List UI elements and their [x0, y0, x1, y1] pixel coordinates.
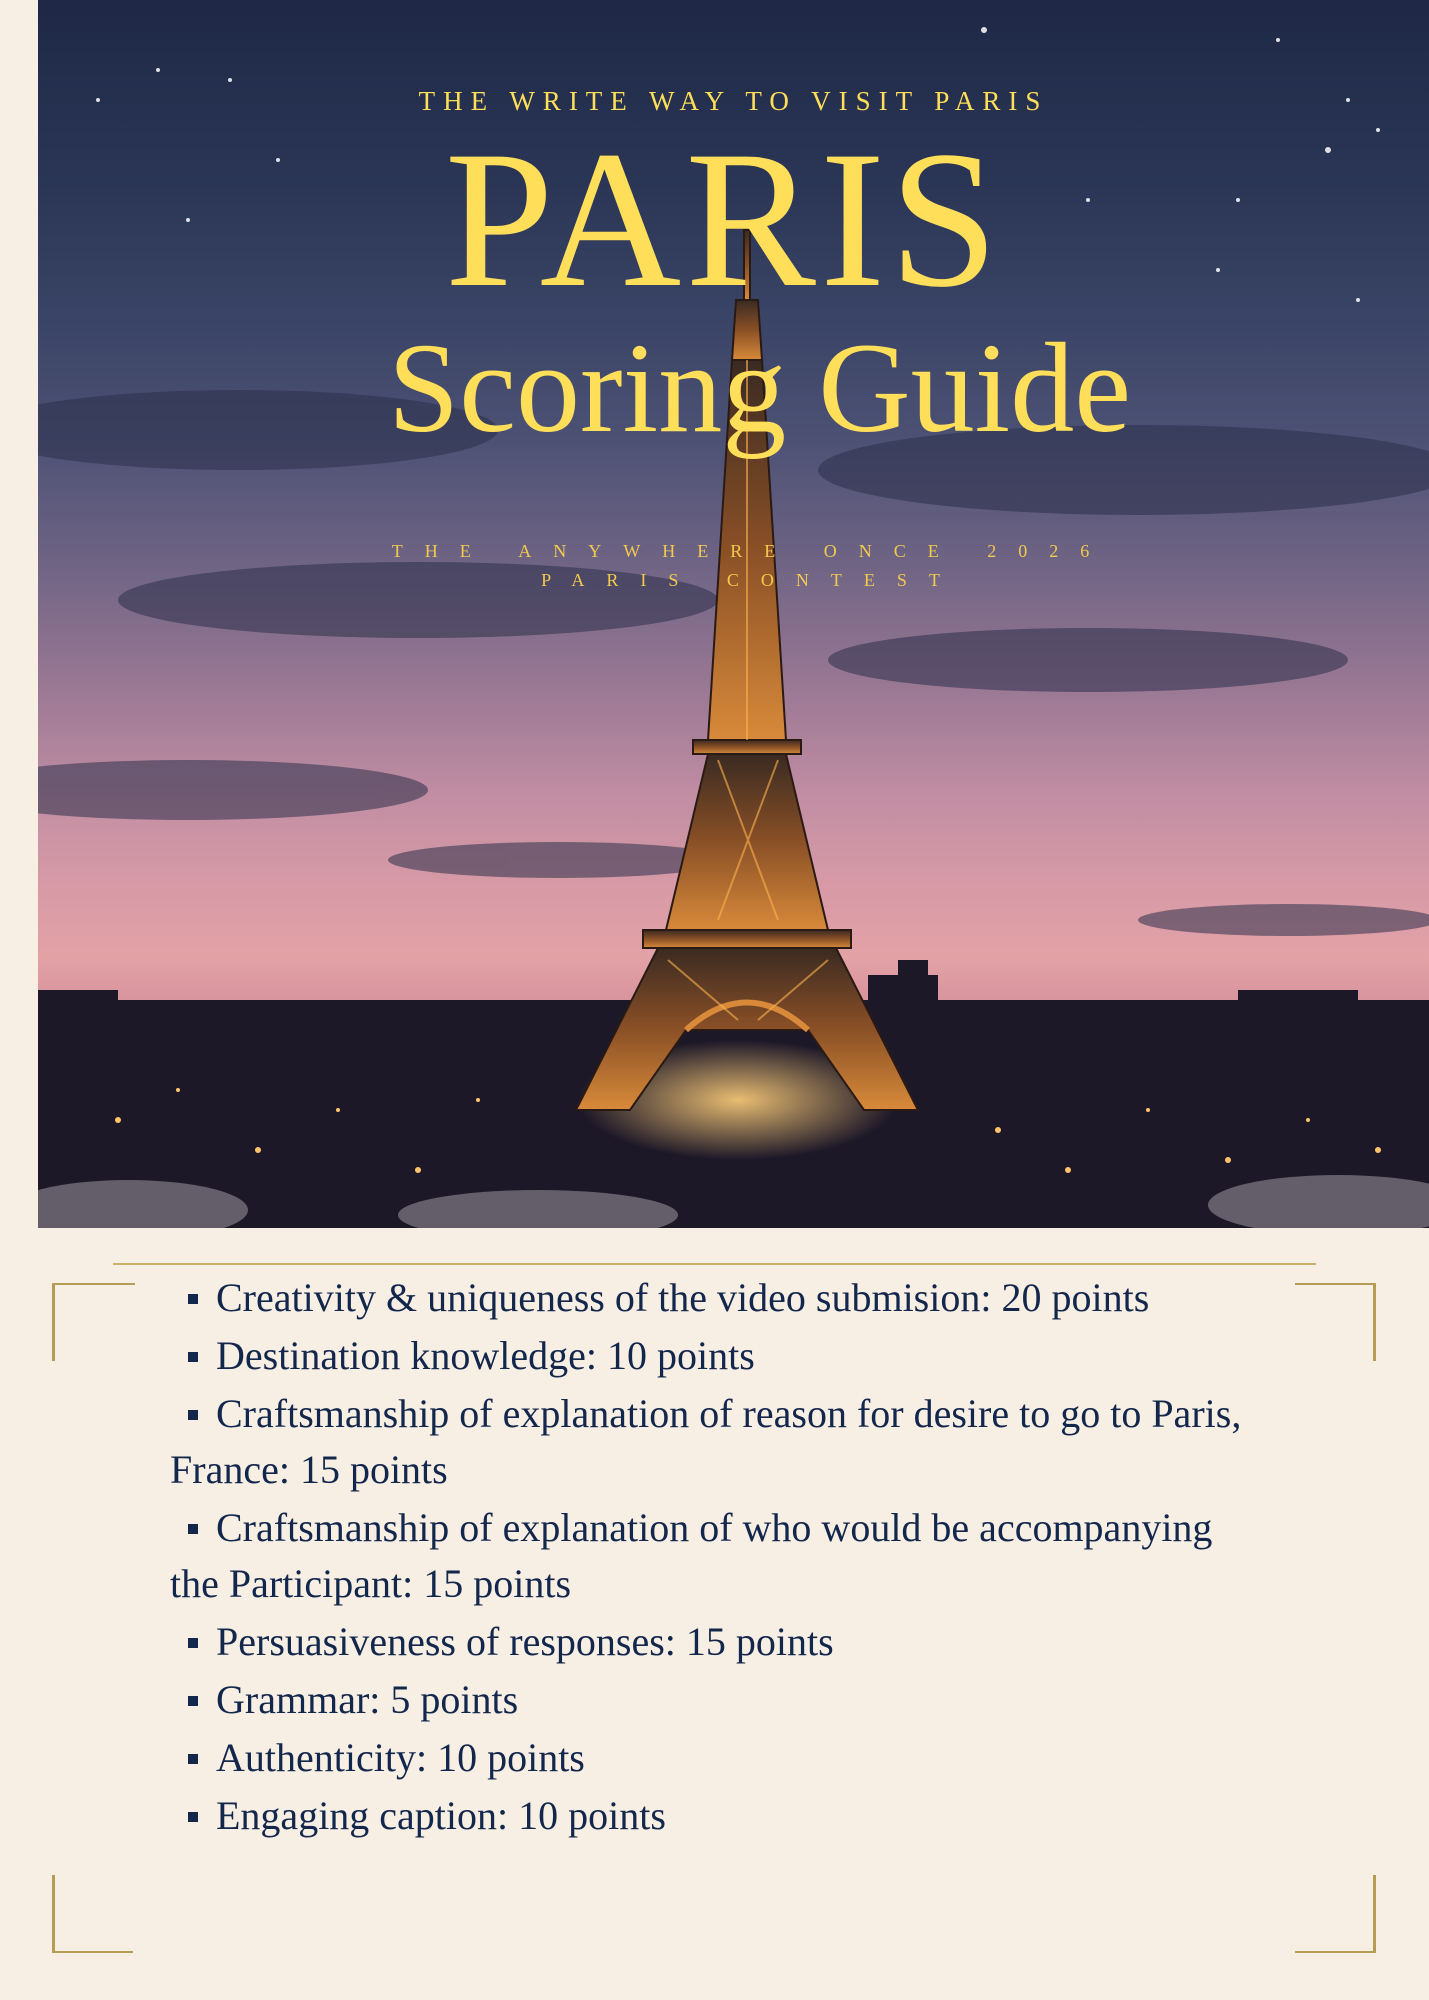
square-bullet-icon	[188, 1524, 198, 1534]
criterion-text: Craftsmanship of explanation of who would be accompanying the Participant: 15 points	[170, 1505, 1213, 1606]
contest-name-line-2: PARIS CONTEST	[541, 570, 962, 590]
page-title: PARIS	[444, 111, 1003, 328]
frame-corner-top-left	[52, 1283, 135, 1361]
criterion-item	[170, 1614, 1250, 1670]
frame-corner-bottom-left	[52, 1875, 133, 1953]
page-subtitle: Scoring Guide	[388, 317, 1131, 459]
criterion-text: Persuasiveness of responses: 15 points	[216, 1619, 834, 1664]
square-bullet-icon	[188, 1754, 198, 1764]
criterion-item	[170, 1788, 1250, 1844]
square-bullet-icon	[188, 1410, 198, 1420]
criterion-item	[170, 1672, 1250, 1728]
criterion-text: Creativity & uniqueness of the video submision: 20 points	[216, 1275, 1150, 1320]
criterion-item	[170, 1500, 1250, 1612]
criterion-text: Destination knowledge: 10 points	[216, 1333, 755, 1378]
criterion-item	[170, 1270, 1250, 1326]
square-bullet-icon	[188, 1352, 198, 1362]
criterion-text: Grammar: 5 points	[216, 1677, 519, 1722]
criterion-item	[170, 1328, 1250, 1384]
scoring-criteria-list	[170, 1270, 1250, 1846]
hero-photo	[38, 0, 1429, 1228]
criterion-text: Engaging caption: 10 points	[216, 1793, 666, 1838]
frame-corner-top-right	[1295, 1283, 1376, 1361]
criterion-item	[170, 1386, 1250, 1498]
criterion-item	[170, 1730, 1250, 1786]
square-bullet-icon	[188, 1638, 198, 1648]
square-bullet-icon	[188, 1294, 198, 1304]
kicker-text: THE WRITE WAY TO VISIT PARIS	[418, 86, 1049, 116]
gold-divider	[113, 1263, 1316, 1265]
square-bullet-icon	[188, 1812, 198, 1822]
criterion-text: Craftsmanship of explanation of reason for desire to go to Paris, France: 15 points	[170, 1391, 1242, 1492]
frame-corner-bottom-right	[1295, 1875, 1376, 1953]
criterion-text: Authenticity: 10 points	[216, 1735, 585, 1780]
square-bullet-icon	[188, 1696, 198, 1706]
contest-name-line-1: THE ANYWHERE ONCE 2026	[391, 541, 1112, 561]
